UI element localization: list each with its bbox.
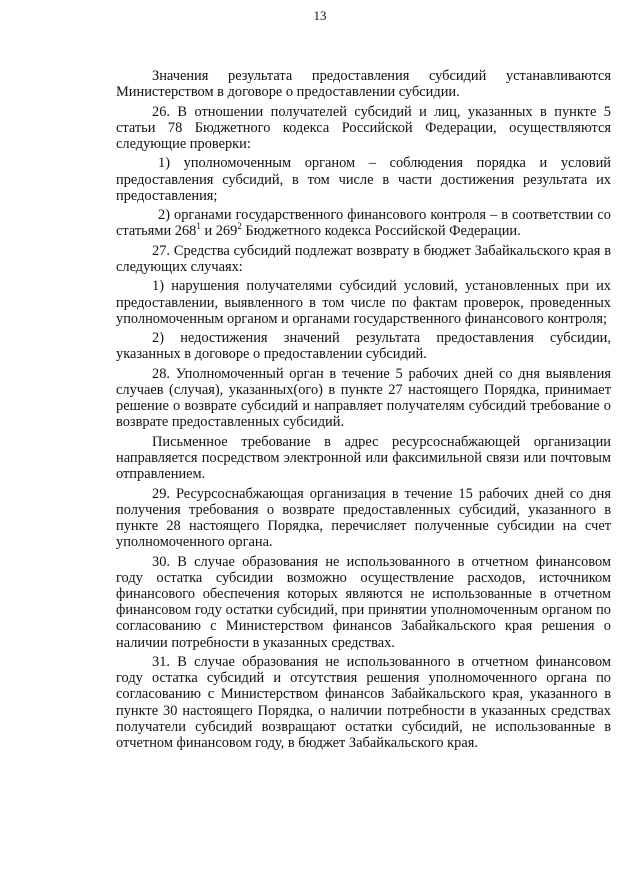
paragraph-27-item-1: 1) нарушения получателями субсидий условий, установленных при их предоставлении, выявленного в том числе по фактам проверок, проведенных уполномоченным органом и органами государственного финансового контроля; [116, 278, 611, 327]
item2-sup-b: 2 [237, 221, 242, 232]
paragraph-30: 30. В случае образования не использованного в отчетном финансовом году остатка субсидии возможно осуществление расходов, источником финансового обеспечения которых являются не использованные в отчетном финансовом году остатки субсидий, при принятии уполномоченным органом по согласованию с Министерством финансов Забайкальского края решения о наличии потребности в указанных средствах. [116, 553, 611, 651]
document-body [116, 68, 611, 754]
item2-text-b: и 269 [200, 223, 238, 240]
paragraph-26-item-2 [116, 207, 611, 239]
item2-sup-a: 1 [196, 221, 201, 232]
paragraph-26-item-1: 1) уполномоченным органом – соблюдения порядка и условий предоставления субсидий, в том числе в части достижения результата их предоставления; [116, 155, 611, 204]
paragraph-27-item-2: 2) недостижения значений результата предоставления субсидии, указанных в договоре о предоставлении субсидий. [116, 330, 611, 363]
paragraph-28: 28. Уполномоченный орган в течение 5 рабочих дней со дня выявления случаев (случая), указанных(ого) в пункте 27 настоящего Порядка, принимает решение о возврате субсидий и направляет получателям субсидий требование о возврате предоставленных субсидий. [116, 365, 611, 431]
paragraph-29: 29. Ресурсоснабжающая организация в течение 15 рабочих дней со дня получения требования о возврате предоставленных субсидий, указанного в пункте 28 настоящего Порядка, перечисляет полученные субсидии на счет уполномоченного органа. [116, 485, 611, 551]
paragraph-27: 27. Средства субсидий подлежат возврату в бюджет Забайкальского края в следующих случаях: [116, 242, 611, 275]
page-number: 13 [313, 8, 327, 23]
item2-text-a: 2) органами государственного финансового контроля – в соответствии со статьями 268 [116, 207, 611, 240]
paragraph-26: 26. В отношении получателей субсидий и лиц, указанных в пункте 5 статьи 78 Бюджетного кодекса Российской Федерации, осуществляются следующие проверки: [116, 103, 611, 152]
paragraph-result-values: Значения результата предоставления субсидий устанавливаются Министерством в договоре о предоставлении субсидии. [116, 68, 611, 101]
paragraph-31: 31. В случае образования не использованного в отчетном финансовом году остатка субсидий и отсутствия решения уполномоченного органа по согласованию с Министерством финансов Забайкальского края, указанного в пункте 30 настоящего Порядка, о наличии потребности в указанных средствах получатели субсидий возвращают остатки субсидий, не использованные в отчетном финансовом году, в бюджет Забайкальского края. [116, 653, 611, 751]
paragraph-written-demand: Письменное требование в адрес ресурсоснабжающей организации направляется посредством электронной или факсимильной связи или почтовым отправлением. [116, 433, 611, 483]
item2-text-c: Бюджетного кодекса Российской Федерации. [241, 223, 521, 240]
